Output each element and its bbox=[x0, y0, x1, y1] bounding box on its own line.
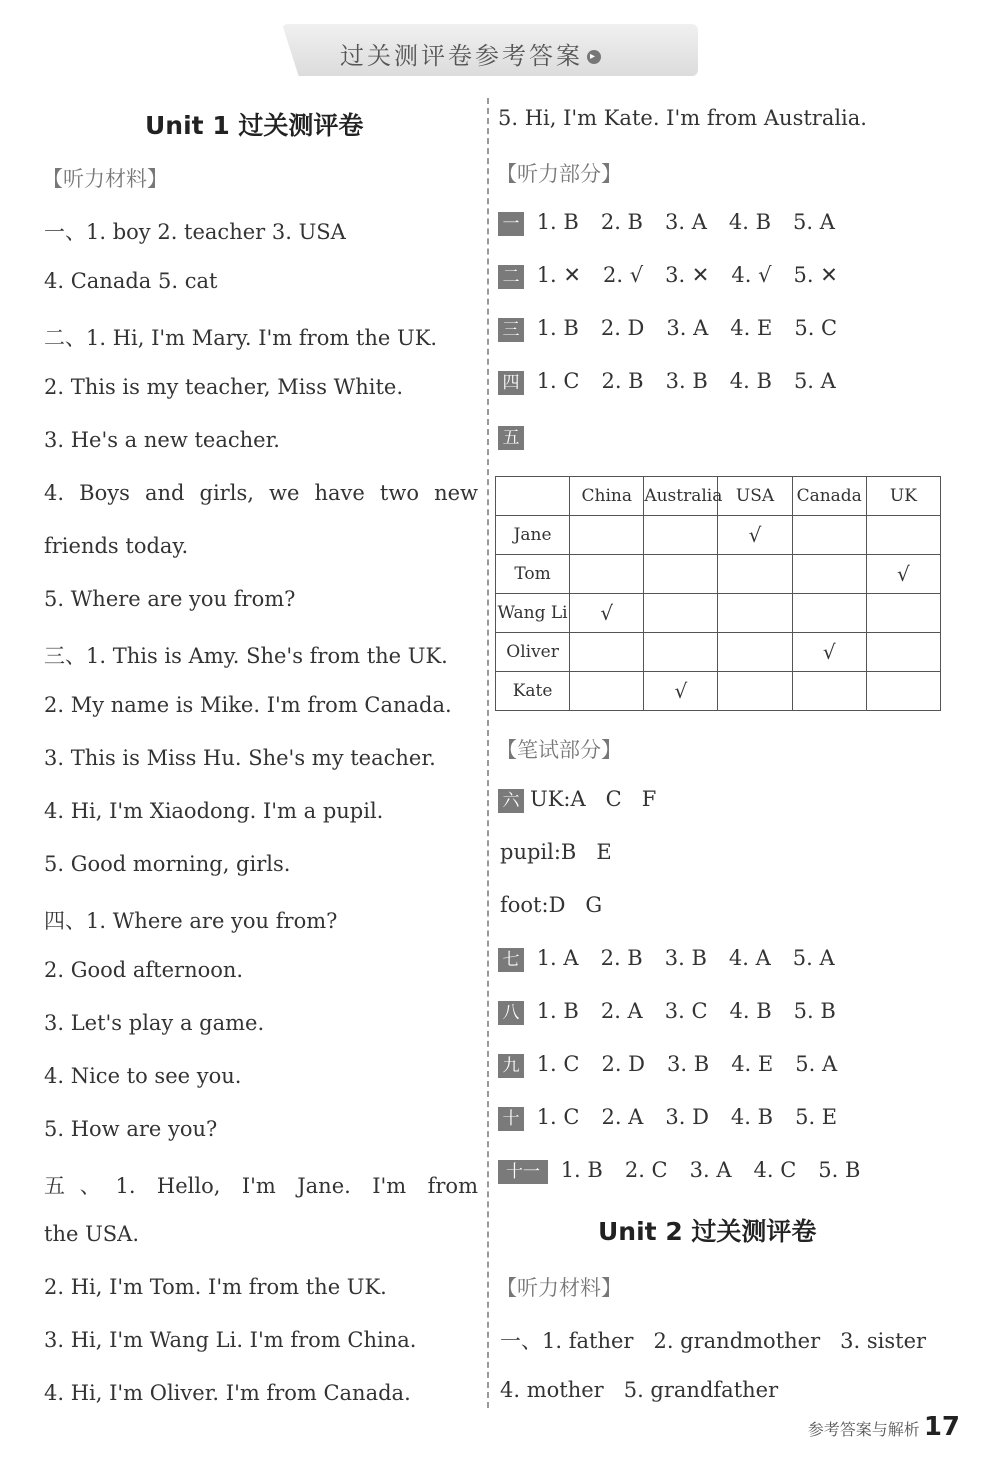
table-header: USA bbox=[718, 477, 792, 516]
table-cell bbox=[792, 594, 866, 633]
column-divider bbox=[487, 98, 489, 1408]
table-cell bbox=[570, 516, 644, 555]
left-line-8: 5. Where are you from? bbox=[44, 587, 296, 611]
table-row bbox=[496, 672, 941, 711]
answer: 1. C bbox=[536, 369, 580, 393]
answer: 2. D bbox=[601, 1052, 646, 1076]
badge-10: 十 bbox=[498, 1107, 524, 1131]
answer-row-11 bbox=[498, 1158, 882, 1184]
left-line-6: 4. Boys and girls, we have two new bbox=[44, 481, 478, 505]
badge-3: 三 bbox=[498, 318, 524, 342]
table-row bbox=[496, 633, 941, 672]
table-cell bbox=[570, 672, 644, 711]
left-line-3: 二、1. Hi, I'm Mary. I'm from the UK. bbox=[44, 326, 438, 350]
table-cell bbox=[792, 516, 866, 555]
answer: 3. B bbox=[667, 1052, 710, 1076]
six-line-3: foot:D G bbox=[500, 893, 603, 917]
answer: 3. A bbox=[665, 210, 707, 234]
answer-row-5 bbox=[498, 424, 530, 450]
answer: 3. B bbox=[665, 369, 708, 393]
answer-row-3 bbox=[498, 316, 859, 342]
badge-11: 十一 bbox=[498, 1160, 548, 1184]
table-cell bbox=[570, 555, 644, 594]
answer: 3. ✕ bbox=[665, 263, 710, 287]
answer: 2. √ bbox=[603, 263, 644, 287]
table-cell bbox=[792, 555, 866, 594]
table-cell bbox=[644, 633, 718, 672]
answer: 5. A bbox=[793, 210, 835, 234]
header-title: 过关测评卷参考答案 ▸ bbox=[340, 36, 601, 71]
left-line-16: 3. Let's play a game. bbox=[44, 1011, 265, 1035]
answer: 3. A bbox=[666, 316, 709, 340]
answer: 3. A bbox=[689, 1158, 732, 1182]
table-cell bbox=[644, 555, 718, 594]
answer: 5. C bbox=[794, 316, 838, 340]
left-line-1: 一、1. boy 2. teacher 3. USA bbox=[44, 220, 346, 244]
answer: 3. C bbox=[664, 999, 708, 1023]
answer: 1. B bbox=[560, 1158, 603, 1182]
badge-7: 七 bbox=[498, 948, 524, 972]
answer: 4. C bbox=[753, 1158, 797, 1182]
table-cell bbox=[718, 594, 792, 633]
unit2-line-2: 4. mother 5. grandfather bbox=[500, 1378, 779, 1402]
answer: 5. B bbox=[793, 999, 836, 1023]
left-line-18: 5. How are you? bbox=[44, 1117, 218, 1141]
answer: 2. B bbox=[601, 369, 644, 393]
six-line-1 bbox=[498, 787, 656, 813]
table-cell bbox=[570, 633, 644, 672]
answer: 2. C bbox=[624, 1158, 668, 1182]
left-line-15: 2. Good afternoon. bbox=[44, 958, 244, 982]
table-cell bbox=[866, 594, 940, 633]
left-line-23: 4. Hi, I'm Oliver. I'm from Canada. bbox=[44, 1381, 411, 1405]
answer-row-2 bbox=[498, 263, 860, 289]
answer-row-10 bbox=[498, 1105, 859, 1131]
answer-table bbox=[495, 476, 941, 711]
table-header: Canada bbox=[792, 477, 866, 516]
left-line-21: 2. Hi, I'm Tom. I'm from the UK. bbox=[44, 1275, 387, 1299]
answer: 4. A bbox=[728, 946, 771, 970]
badge-4: 四 bbox=[498, 371, 524, 395]
footer-label: 参考答案与解析 bbox=[807, 1420, 920, 1439]
answer: 5. B bbox=[818, 1158, 861, 1182]
left-line-13: 5. Good morning, girls. bbox=[44, 852, 291, 876]
table-cell bbox=[866, 516, 940, 555]
left-line-11: 3. This is Miss Hu. She's my teacher. bbox=[44, 746, 436, 770]
answer: 3. B bbox=[664, 946, 707, 970]
answer: 1. ✕ bbox=[536, 263, 581, 287]
answer: 1. B bbox=[536, 316, 579, 340]
table-cell bbox=[866, 633, 940, 672]
answer: 1. B bbox=[536, 999, 579, 1023]
badge-9: 九 bbox=[498, 1054, 524, 1078]
answer: 1. C bbox=[536, 1105, 580, 1129]
table-cell bbox=[644, 516, 718, 555]
table-cell bbox=[792, 672, 866, 711]
answer: 5. A bbox=[795, 1052, 838, 1076]
table-cell bbox=[718, 555, 792, 594]
table-cell bbox=[866, 672, 940, 711]
answer: 2. B bbox=[600, 210, 643, 234]
table-cell bbox=[718, 633, 792, 672]
left-line-2: 4. Canada 5. cat bbox=[44, 269, 218, 293]
table-cell: √ bbox=[644, 672, 718, 711]
left-line-5: 3. He's a new teacher. bbox=[44, 428, 280, 452]
unit2-title: Unit 2 过关测评卷 bbox=[598, 1217, 817, 1246]
table-cell bbox=[718, 672, 792, 711]
page-footer bbox=[808, 1412, 960, 1442]
row-name: Oliver bbox=[496, 633, 570, 672]
right-line-top: 5. Hi, I'm Kate. I'm from Australia. bbox=[498, 106, 867, 130]
section-listening: 【听力部分】 bbox=[496, 162, 622, 186]
section-listening-material: 【听力材料】 bbox=[42, 167, 168, 191]
left-line-7: friends today. bbox=[44, 534, 189, 558]
answer: 5. A bbox=[793, 369, 836, 393]
left-line-22: 3. Hi, I'm Wang Li. I'm from China. bbox=[44, 1328, 417, 1352]
badge-2: 二 bbox=[498, 265, 524, 289]
answer: 2. A bbox=[601, 1105, 644, 1129]
answer: 4. E bbox=[731, 1052, 774, 1076]
section-listening-material-2: 【听力材料】 bbox=[496, 1276, 622, 1300]
six-line-2: pupil:B E bbox=[500, 840, 612, 864]
answer: 5. E bbox=[795, 1105, 838, 1129]
table-header: China bbox=[570, 477, 644, 516]
answer: 2. B bbox=[600, 946, 643, 970]
row-name: Wang Li bbox=[496, 594, 570, 633]
row-name: Tom bbox=[496, 555, 570, 594]
left-line-12: 4. Hi, I'm Xiaodong. I'm a pupil. bbox=[44, 799, 384, 823]
badge-5: 五 bbox=[498, 426, 524, 450]
table-header bbox=[496, 477, 570, 516]
table-header: UK bbox=[866, 477, 940, 516]
answer: 5. ✕ bbox=[793, 263, 838, 287]
answer: 4. B bbox=[729, 369, 772, 393]
answer: 3. D bbox=[665, 1105, 709, 1129]
table-cell: √ bbox=[792, 633, 866, 672]
six-text: UK:A C F bbox=[530, 787, 657, 811]
badge-6: 六 bbox=[498, 789, 524, 813]
answer: 4. E bbox=[730, 316, 773, 340]
page-number: 17 bbox=[923, 1412, 960, 1442]
row-name: Jane bbox=[496, 516, 570, 555]
table-header: Australia bbox=[644, 477, 718, 516]
left-line-20: the USA. bbox=[44, 1222, 139, 1246]
unit1-title: Unit 1 过关测评卷 bbox=[145, 111, 364, 140]
table-cell: √ bbox=[718, 516, 792, 555]
answer: 4. B bbox=[730, 1105, 774, 1129]
answer: 4. B bbox=[729, 999, 772, 1023]
table-cell bbox=[644, 594, 718, 633]
left-line-19: 五、1. Hello, I'm Jane. I'm from bbox=[44, 1174, 478, 1198]
left-line-9: 三、1. This is Amy. She's from the UK. bbox=[44, 644, 448, 668]
badge-1: 一 bbox=[498, 212, 524, 236]
left-line-17: 4. Nice to see you. bbox=[44, 1064, 242, 1088]
answer-row-1 bbox=[498, 210, 857, 236]
badge-8: 八 bbox=[498, 1001, 524, 1025]
left-line-14: 四、1. Where are you from? bbox=[44, 909, 338, 933]
answer: 2. A bbox=[600, 999, 643, 1023]
left-line-10: 2. My name is Mike. I'm from Canada. bbox=[44, 693, 452, 717]
table-row bbox=[496, 555, 941, 594]
answer: 2. D bbox=[600, 316, 645, 340]
table-cell: √ bbox=[866, 555, 940, 594]
answer-row-9 bbox=[498, 1052, 859, 1078]
answer: 4. B bbox=[728, 210, 772, 234]
answer: 5. A bbox=[792, 946, 835, 970]
answer: 1. B bbox=[536, 210, 579, 234]
left-line-4: 2. This is my teacher, Miss White. bbox=[44, 375, 404, 399]
unit2-line-1: 一、1. father 2. grandmother 3. sister bbox=[500, 1329, 927, 1353]
table-row bbox=[496, 594, 941, 633]
answer-row-8 bbox=[498, 999, 858, 1025]
answer: 4. √ bbox=[731, 263, 772, 287]
row-name: Kate bbox=[496, 672, 570, 711]
arrow-icon: ▸ bbox=[587, 50, 601, 64]
answer-row-7 bbox=[498, 946, 857, 972]
answer: 1. A bbox=[536, 946, 579, 970]
table-cell: √ bbox=[570, 594, 644, 633]
section-written: 【笔试部分】 bbox=[496, 738, 622, 762]
answer: 1. C bbox=[536, 1052, 580, 1076]
answer-row-4 bbox=[498, 369, 858, 395]
table-row bbox=[496, 516, 941, 555]
